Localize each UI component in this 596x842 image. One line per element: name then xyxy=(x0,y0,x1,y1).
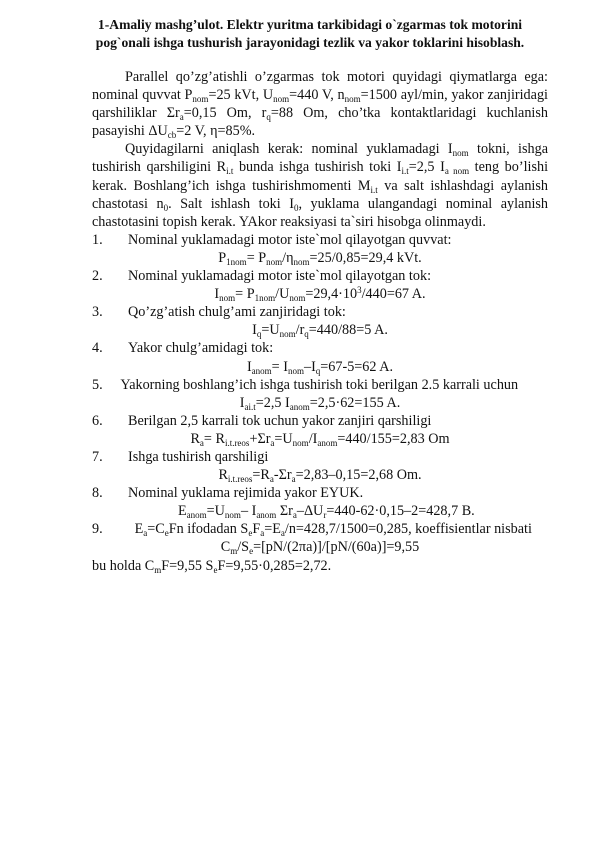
step-8 xyxy=(92,484,548,502)
formula-8: $E_{anom}=U_{nom}-$ $I_{anom}$ $\Sigma r_a-\Delta U_r=440-62\cdot 0,15-2=428,7$ B. xyxy=(178,503,475,521)
step-2 xyxy=(92,267,548,285)
intro-paragraph-given: Parallel qo’zg’atishli o’zgarmas tok motori quyidagi qiymatlarga ega: nominal quvvat $P_{nom}=25$ kVt, $U_{nom}=440$ V, $n_{nom}=1500$ ayl/min, yakor zanjiridagi qarshiliklar $\Sigma r_a=0,15$ Om, $r_q=88$ Om, cho’tka kontaktlaridagi kuchlanish pasayishi $\Delta U_{cb}=2$ V, η=85%. xyxy=(92,69,548,141)
step-text: Yakorning boshlang’ich ishga tushirish toki berilgan 2.5 karrali uchun xyxy=(120,376,519,393)
document-body xyxy=(92,68,548,575)
step-number: 5. xyxy=(92,376,103,393)
formula-5: $I_{ai.t}=2,5$ $I_{anom}=2,5\cdot 62=155$ A. xyxy=(239,394,401,412)
step-number: 8. xyxy=(92,485,103,502)
step-number: 2. xyxy=(92,268,103,285)
title-line-1: 1-Amaliy mashg’ulot. Elektr yuritma tarkibidagi o`zgarmas tok motorini xyxy=(97,17,523,32)
step-number: 4. xyxy=(92,340,103,357)
formula-2: $I_{nom}= P_{1nom}/U_{nom}=29,4\cdot 10^3/440=67$ A. xyxy=(214,285,426,304)
formula-1: $P_{1nom}= P_{nom}/\eta_{nom}=25/0,85=29,4$ kVt. xyxy=(218,249,422,267)
step-3 xyxy=(92,303,548,321)
step-9: 9. $E_a=C_eFn$ ifodadan $S_eF_a=E_a/n=428,7/1500=0,285$, koeffisientlar nisbati xyxy=(92,521,532,539)
step-4 xyxy=(92,339,548,357)
formula-6: $R_a= R_{i.t.reos}+\Sigma r_a=U_{nom}/I_{anom}=440/155=2,83$ Om xyxy=(190,430,450,448)
step-number: 6. xyxy=(92,412,103,429)
intro-paragraph-task: Quyidagilarni aniqlash kerak: nominal yuklamadagi $I_{nom}$ tokni, ishga tushirish qarshiligini $R_{i.t}$ bunda ishga tushirish toki $I_{i.t}=2,5$ $I_{a nom}$ teng bo’lishi kerak. Boshlang’ich ishga tushirishmomenti $M_{i.t}$ va salt ishlashdagi aylanish chastotasi $n_0$. Salt ishlash toki $I_0$, yuklama ulangandagi nominal aylanish chastotasini topish kerak. YAkor reaksiyasi ta`siri hisobga olinmaydi. xyxy=(92,141,549,230)
step-text: Berilgan 2,5 karrali tok uchun yakor zanjiri qarshiligi xyxy=(128,412,432,429)
step-6 xyxy=(92,412,548,430)
step-1 xyxy=(92,231,548,249)
step-text: Nominal yuklama rejimida yakor EYUK. xyxy=(128,485,364,502)
step-text: Qo’zg’atish chulg’ami zanjiridagi tok: xyxy=(128,304,346,321)
step-7 xyxy=(92,448,548,466)
formula-9: $C_m/S_e=[pN/(2\pi a)]/[pN/(60a)]=9,55$ xyxy=(220,539,420,557)
step-number: 1. xyxy=(92,231,103,248)
final-line: bu holda $C_mF=9,55$ $S_eF=9,55\cdot 0,285=2,72$. xyxy=(92,557,332,575)
step-text: Ishga tushirish qarshiligi xyxy=(128,448,269,465)
step-number: 7. xyxy=(92,448,103,465)
formula-4: $I_{anom}= I_{nom}-I_q=67-5=62$ A. xyxy=(246,358,394,376)
step-5 xyxy=(92,376,548,394)
page-title xyxy=(60,16,560,52)
step-number: 3. xyxy=(92,304,103,321)
step-text: Nominal yuklamadagi motor iste`mol qilayotgan tok: xyxy=(128,268,432,285)
step-number: 9. xyxy=(92,521,103,538)
step-text: Nominal yuklamadagi motor iste`mol qilayotgan quvvat: xyxy=(128,231,452,248)
title-line-2: pog`onali ishga tushurish jarayonidagi tezlik va yakor toklarini hisoblash. xyxy=(95,35,525,50)
step-text: Yakor chulg’amidagi tok: xyxy=(128,340,274,357)
formula-7: $R_{i.t.reos}=R_a-\Sigma r_a=2,83-0,15=2,68$ Om. xyxy=(218,467,422,485)
formula-3: $I_q=U_{nom}/r_q=440/88=5$ A. xyxy=(252,322,388,340)
